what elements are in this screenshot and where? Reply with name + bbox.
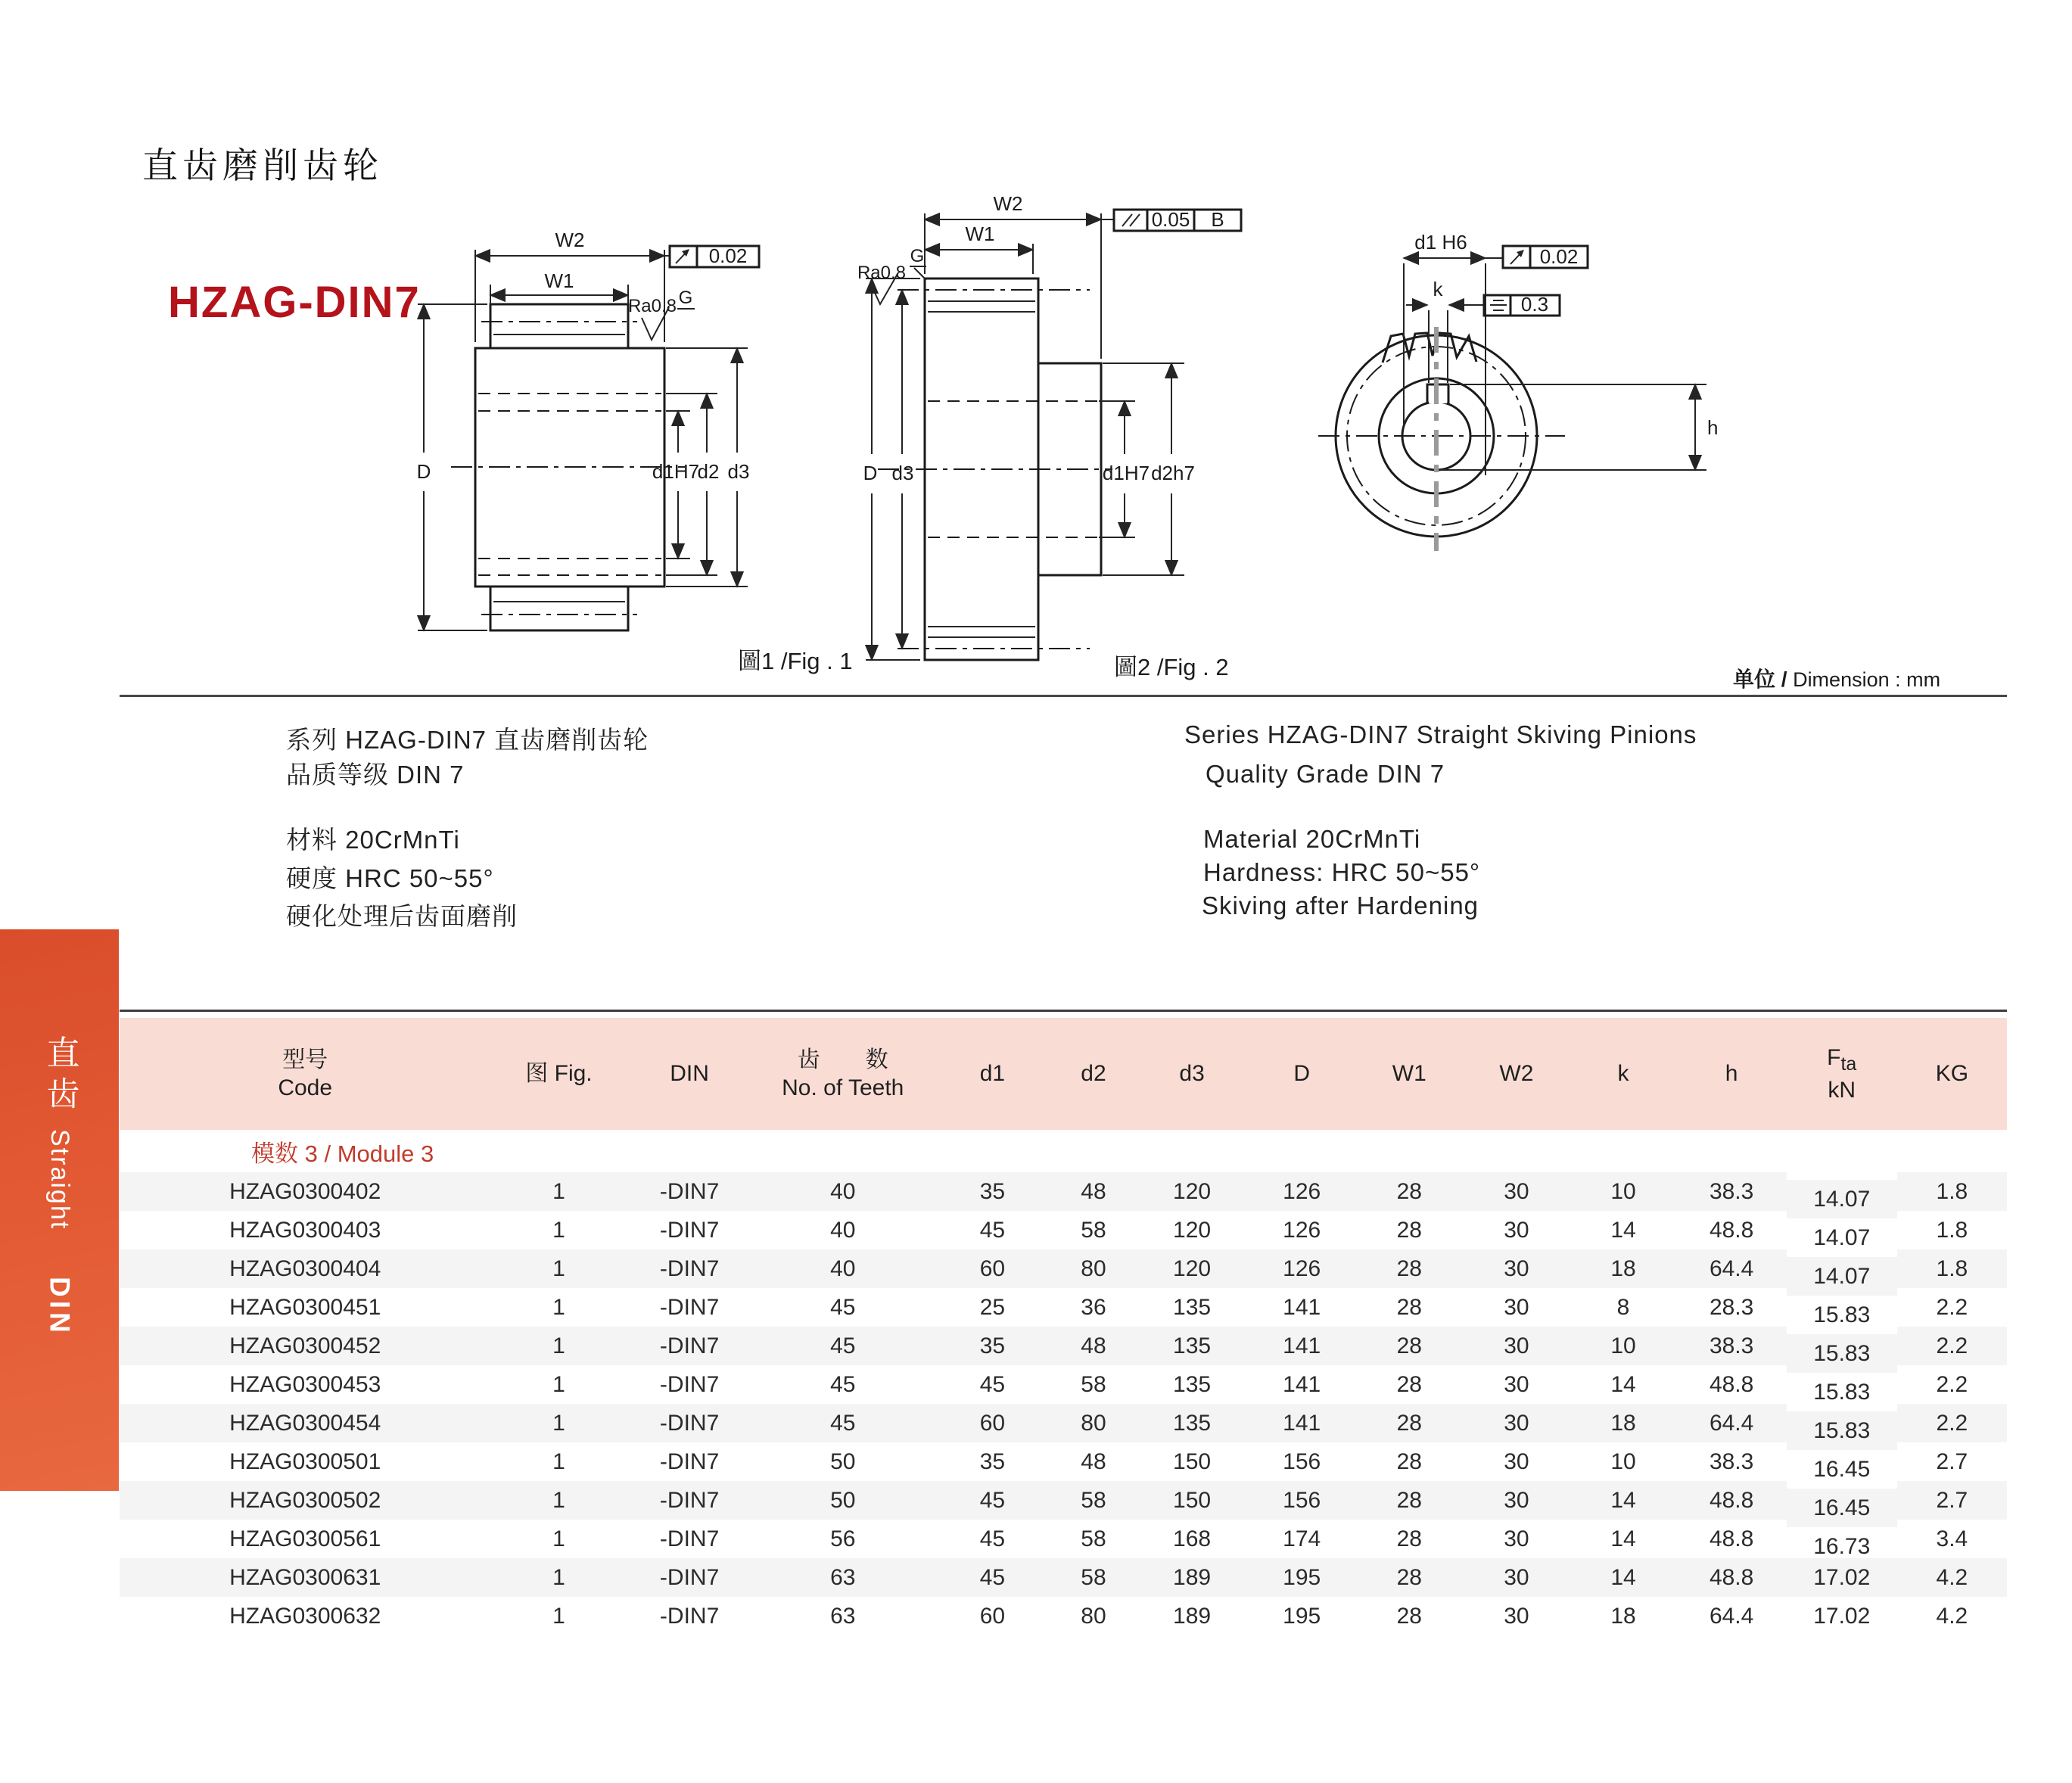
col-header-code: [120, 1018, 490, 1130]
cell-value: 80: [1081, 1410, 1106, 1436]
fig1-ra-label: Ra0.8: [627, 296, 677, 316]
fig2-d3-label: d3: [891, 462, 914, 484]
col-header-fta: [1787, 1018, 1897, 1130]
cell-code: HZAG0300452: [229, 1333, 381, 1358]
cell-value: 16.73: [1813, 1533, 1871, 1559]
fig1-w2-label: W2: [555, 229, 585, 251]
cell-value: 80: [1081, 1256, 1106, 1281]
cell-value: 60: [979, 1603, 1006, 1629]
module-label: 模数 3 / Module 3: [251, 1140, 434, 1167]
cell-value: 141: [1283, 1294, 1321, 1320]
cell-value: 28: [1396, 1487, 1422, 1513]
cell-value: 15.83: [1813, 1302, 1871, 1327]
figure-1: [417, 229, 853, 674]
cell-value: 35: [979, 1333, 1006, 1358]
cell-value: 48: [1081, 1333, 1106, 1358]
cell-value: 58: [1081, 1217, 1106, 1243]
cell-value: 28: [1396, 1448, 1422, 1474]
table-header-row: [120, 1018, 2007, 1130]
cell-value: 50: [830, 1487, 856, 1513]
fig3-k-label: k: [1433, 278, 1443, 300]
cell-value: 3.4: [1936, 1526, 1968, 1551]
sidebar-tab: [0, 929, 119, 1491]
cell-value: 30: [1504, 1333, 1529, 1358]
cell-value: 30: [1504, 1178, 1529, 1204]
fig1-d-label: D: [416, 460, 431, 483]
fig3-runout-value: 0.02: [1539, 245, 1579, 268]
cell-value: 1: [552, 1487, 565, 1513]
cell-value: 18: [1610, 1256, 1636, 1281]
fig3-h-label: h: [1707, 416, 1719, 439]
cell-value: 10: [1610, 1178, 1636, 1204]
fig1-w1-label: W1: [544, 269, 574, 292]
cell-value: 45: [830, 1371, 856, 1397]
cell-value: 30: [1504, 1487, 1529, 1513]
table-row: [120, 1365, 2007, 1404]
cell-value: 1: [552, 1371, 565, 1397]
cell-value: 30: [1504, 1256, 1529, 1281]
cell-code: HZAG0300453: [229, 1371, 381, 1397]
col-header-d1: d1: [979, 1061, 1006, 1087]
dimension-note-zh: 单位 /: [1733, 667, 1787, 691]
cell-value: 28: [1396, 1178, 1422, 1204]
cell-value: 1.8: [1936, 1256, 1968, 1281]
cell-value: 1: [552, 1410, 565, 1436]
cell-value: 1: [552, 1526, 565, 1551]
cell-value: 8: [1616, 1294, 1630, 1320]
divider-top: [120, 695, 2007, 697]
cell-value: 141: [1283, 1333, 1321, 1358]
gear-table-body: [120, 1172, 2007, 1635]
cell-value: 168: [1173, 1526, 1212, 1551]
fig1-g-label: G: [678, 288, 693, 308]
table-row: [120, 1288, 2007, 1327]
cell-value: 15.83: [1813, 1379, 1871, 1405]
fig2-ra-label: Ra0.8: [857, 263, 907, 283]
cell-value: 150: [1173, 1487, 1212, 1513]
cell-value: -DIN7: [659, 1564, 720, 1590]
cell-code: HZAG0300451: [229, 1294, 381, 1320]
info-zh-series: 系列 HZAG-DIN7 直齿磨削齿轮: [286, 726, 649, 754]
fig2-d1-label: d1H7: [1102, 462, 1150, 484]
table-row: [120, 1520, 2007, 1558]
table-row: [120, 1172, 2007, 1211]
cell-value: 38.3: [1709, 1333, 1754, 1358]
col-header-code-en: Code: [278, 1075, 333, 1100]
cell-value: 45: [830, 1410, 856, 1436]
fig2-datum-label: B: [1211, 208, 1224, 231]
cell-value: -DIN7: [659, 1178, 720, 1204]
cell-value: 45: [979, 1564, 1006, 1590]
fig1-caption: 圖1 /Fig . 1: [738, 648, 853, 674]
cell-value: 15.83: [1813, 1417, 1871, 1443]
cell-value: 14.07: [1813, 1263, 1871, 1289]
cell-value: 126: [1283, 1256, 1321, 1281]
cell-value: 14: [1610, 1487, 1636, 1513]
cell-value: 135: [1173, 1294, 1212, 1320]
cell-value: 1: [552, 1333, 565, 1358]
fig2-w2-label: W2: [993, 192, 1023, 215]
fig2-g-label: G: [910, 246, 925, 266]
cell-value: 16.45: [1813, 1456, 1871, 1482]
fig1-d2-label: d2: [697, 460, 720, 483]
cell-code: HZAG0300404: [229, 1256, 381, 1281]
col-header-teeth-zh: 齿 数: [797, 1047, 888, 1072]
cell-value: 120: [1173, 1256, 1212, 1281]
cell-value: -DIN7: [659, 1410, 720, 1436]
col-header-d3: d3: [1179, 1061, 1205, 1087]
info-en-material: Material 20CrMnTi: [1203, 825, 1421, 853]
cell-value: 150: [1173, 1448, 1212, 1474]
cell-value: 48.8: [1709, 1217, 1754, 1243]
table-row: [120, 1327, 2007, 1365]
cell-value: 30: [1504, 1603, 1529, 1629]
cell-value: 25: [979, 1294, 1006, 1320]
cell-value: 174: [1283, 1526, 1321, 1551]
cell-value: 16.45: [1813, 1495, 1871, 1520]
col-header-din: DIN: [670, 1061, 709, 1087]
cell-code: HZAG0300561: [229, 1526, 381, 1551]
cell-value: 18: [1610, 1410, 1636, 1436]
cell-value: 28: [1396, 1333, 1422, 1358]
fig1-d3-label: d3: [727, 460, 750, 483]
sidebar-label-din: DIN: [44, 1277, 76, 1336]
cell-value: 1: [552, 1603, 565, 1629]
info-en-process: Skiving after Hardening: [1202, 892, 1479, 920]
info-zh-process: 硬化处理后齿面磨削: [286, 902, 518, 930]
cell-value: 14.07: [1813, 1224, 1871, 1250]
cell-value: 60: [979, 1410, 1006, 1436]
cell-value: 38.3: [1709, 1448, 1754, 1474]
cell-value: 10: [1610, 1448, 1636, 1474]
cell-value: 40: [830, 1178, 856, 1204]
cell-value: 14.07: [1813, 1186, 1871, 1212]
cell-value: 48.8: [1709, 1564, 1754, 1590]
cell-value: 1: [552, 1294, 565, 1320]
cell-value: 58: [1081, 1564, 1106, 1590]
cell-value: -DIN7: [659, 1333, 720, 1358]
cell-value: 48.8: [1709, 1487, 1754, 1513]
cell-value: 58: [1081, 1526, 1106, 1551]
cell-value: 58: [1081, 1371, 1106, 1397]
divider-table: [120, 1010, 2007, 1012]
cell-value: 30: [1504, 1410, 1529, 1436]
info-zh-material: 材料 20CrMnTi: [286, 826, 460, 854]
cell-value: 1.8: [1936, 1178, 1968, 1204]
col-header-k: k: [1617, 1061, 1629, 1087]
fig3-sym-value: 0.3: [1520, 293, 1549, 316]
cell-value: 64.4: [1709, 1603, 1754, 1629]
cell-value: 141: [1283, 1371, 1321, 1397]
cell-code: HZAG0300502: [229, 1487, 381, 1513]
cell-value: 36: [1081, 1294, 1106, 1320]
cell-value: 30: [1504, 1294, 1529, 1320]
cell-value: 35: [979, 1178, 1006, 1204]
cell-value: 28: [1396, 1256, 1422, 1281]
cell-value: 1: [552, 1178, 565, 1204]
cell-value: 30: [1504, 1564, 1529, 1590]
technical-drawings: [325, 114, 2036, 719]
cell-code: HZAG0300403: [229, 1217, 381, 1243]
cell-value: 10: [1610, 1333, 1636, 1358]
cell-value: 135: [1173, 1410, 1212, 1436]
cell-code: HZAG0300501: [229, 1448, 381, 1474]
cell-value: -DIN7: [659, 1371, 720, 1397]
cell-value: 189: [1173, 1603, 1212, 1629]
table-row: [120, 1597, 2007, 1635]
table-row: [120, 1442, 2007, 1481]
cell-value: 28: [1396, 1564, 1422, 1590]
cell-value: -DIN7: [659, 1448, 720, 1474]
fta-symbol: F: [1827, 1044, 1841, 1070]
cell-value: -DIN7: [659, 1603, 720, 1629]
cell-value: 48: [1081, 1178, 1106, 1204]
cell-value: 38.3: [1709, 1178, 1754, 1204]
col-header-D: D: [1293, 1061, 1311, 1087]
cell-value: 48: [1081, 1448, 1106, 1474]
cell-value: 45: [830, 1294, 856, 1320]
cell-value: 64.4: [1709, 1410, 1754, 1436]
cell-value: 126: [1283, 1217, 1321, 1243]
cell-value: 50: [830, 1448, 856, 1474]
cell-value: 30: [1504, 1526, 1529, 1551]
cell-value: 30: [1504, 1217, 1529, 1243]
cell-value: 28: [1396, 1526, 1422, 1551]
cell-value: 14: [1610, 1564, 1636, 1590]
series-heading: HZAG-DIN7: [168, 278, 421, 327]
cell-value: 2.2: [1936, 1294, 1968, 1320]
cell-value: 45: [979, 1371, 1006, 1397]
gear-spec-table: [120, 1018, 2007, 1635]
cell-value: 135: [1173, 1333, 1212, 1358]
cell-value: 195: [1283, 1564, 1321, 1590]
info-zh-hardness: 硬度 HRC 50~55°: [286, 864, 494, 892]
col-header-fig: 图 Fig.: [525, 1061, 593, 1087]
cell-value: 28: [1396, 1294, 1422, 1320]
fta-subscript: ta: [1840, 1053, 1857, 1075]
cell-value: 28.3: [1709, 1294, 1754, 1320]
cell-value: 1: [552, 1448, 565, 1474]
cell-value: 2.7: [1936, 1487, 1968, 1513]
cell-value: 135: [1173, 1371, 1212, 1397]
cell-value: 28: [1396, 1410, 1422, 1436]
cell-value: 18: [1610, 1603, 1636, 1629]
sidebar-label-zh: 直齿: [41, 1035, 79, 1117]
cell-value: 45: [979, 1526, 1006, 1551]
cell-value: 56: [830, 1526, 856, 1551]
page-title: 直齿磨削齿轮: [142, 145, 383, 185]
col-header-code-zh: 型号: [282, 1047, 328, 1072]
cell-value: 63: [830, 1564, 856, 1590]
cell-value: 45: [979, 1217, 1006, 1243]
col-header-teeth: [752, 1018, 934, 1130]
cell-value: 45: [979, 1487, 1006, 1513]
cell-value: -DIN7: [659, 1256, 720, 1281]
figure-2: [857, 192, 1241, 680]
cell-value: 80: [1081, 1603, 1106, 1629]
table-row: [120, 1404, 2007, 1442]
cell-value: 120: [1173, 1217, 1212, 1243]
cell-code: HZAG0300402: [229, 1178, 381, 1204]
cell-value: 14: [1610, 1526, 1636, 1551]
info-en-series: Series HZAG-DIN7 Straight Skiving Pinions: [1184, 720, 1697, 748]
col-header-teeth-en: No. of Teeth: [782, 1075, 904, 1100]
cell-value: 30: [1504, 1371, 1529, 1397]
col-header-d2: d2: [1081, 1061, 1106, 1087]
cell-value: 4.2: [1936, 1603, 1968, 1629]
cell-value: 1: [552, 1564, 565, 1590]
fig2-par-value: 0.05: [1151, 208, 1190, 231]
cell-value: 2.2: [1936, 1333, 1968, 1358]
fig3-d1-label: d1 H6: [1414, 231, 1467, 254]
col-header-kg: KG: [1935, 1061, 1969, 1087]
info-en-hardness: Hardness: HRC 50~55°: [1203, 858, 1481, 886]
dimension-note-en: Dimension : mm: [1787, 668, 1941, 691]
info-zh-grade: 品质等级 DIN 7: [286, 761, 465, 789]
cell-value: 58: [1081, 1487, 1106, 1513]
cell-value: 126: [1283, 1178, 1321, 1204]
cell-value: 2.7: [1936, 1448, 1968, 1474]
fig2-w1-label: W1: [965, 222, 995, 245]
col-header-w2: W2: [1499, 1061, 1534, 1087]
cell-value: 120: [1173, 1178, 1212, 1204]
cell-value: 17.02: [1813, 1564, 1871, 1590]
figure-3: [1318, 231, 1718, 551]
cell-value: 14: [1610, 1217, 1636, 1243]
cell-value: 64.4: [1709, 1256, 1754, 1281]
cell-value: 40: [830, 1256, 856, 1281]
fig2-caption: 圖2 /Fig . 2: [1114, 654, 1229, 680]
cell-value: 40: [830, 1217, 856, 1243]
cell-value: 14: [1610, 1371, 1636, 1397]
cell-code: HZAG0300632: [229, 1603, 381, 1629]
cell-value: 35: [979, 1448, 1006, 1474]
cell-value: 15.83: [1813, 1340, 1871, 1366]
fig2-d2-label: d2h7: [1151, 462, 1195, 484]
cell-value: 28: [1396, 1603, 1422, 1629]
cell-value: -DIN7: [659, 1526, 720, 1551]
cell-value: 63: [830, 1603, 856, 1629]
cell-code: HZAG0300454: [229, 1410, 381, 1436]
cell-value: -DIN7: [659, 1294, 720, 1320]
cell-value: 48.8: [1709, 1371, 1754, 1397]
cell-value: 45: [830, 1333, 856, 1358]
col-header-h: h: [1725, 1061, 1738, 1087]
cell-value: 4.2: [1936, 1564, 1968, 1590]
fig1-d1-label: d1H7: [652, 460, 700, 483]
cell-value: 2.2: [1936, 1410, 1968, 1436]
table-row: [120, 1558, 2007, 1597]
cell-code: HZAG0300631: [229, 1564, 381, 1590]
cell-value: 195: [1283, 1603, 1321, 1629]
table-row: [120, 1211, 2007, 1249]
cell-value: 156: [1283, 1487, 1321, 1513]
cell-value: 1: [552, 1217, 565, 1243]
cell-value: 60: [979, 1256, 1006, 1281]
cell-value: 48.8: [1709, 1526, 1754, 1551]
fig2-d-label: D: [863, 462, 878, 484]
cell-value: 1.8: [1936, 1217, 1968, 1243]
cell-value: 156: [1283, 1448, 1321, 1474]
cell-value: 1: [552, 1256, 565, 1281]
cell-value: 28: [1396, 1371, 1422, 1397]
info-en-grade: Quality Grade DIN 7: [1206, 760, 1445, 788]
cell-value: -DIN7: [659, 1217, 720, 1243]
fig1-runout-value: 0.02: [708, 244, 748, 267]
cell-value: 2.2: [1936, 1371, 1968, 1397]
cell-value: 141: [1283, 1410, 1321, 1436]
cell-value: 189: [1173, 1564, 1212, 1590]
cell-value: 17.02: [1813, 1603, 1871, 1629]
cell-value: 30: [1504, 1448, 1529, 1474]
cell-value: -DIN7: [659, 1487, 720, 1513]
sidebar-label-en: Straight: [45, 1129, 74, 1231]
table-row: [120, 1249, 2007, 1288]
table-row: [120, 1481, 2007, 1520]
fta-unit: kN: [1828, 1077, 1856, 1103]
cell-value: 28: [1396, 1217, 1422, 1243]
module-section-row: [120, 1130, 2007, 1172]
col-header-w1: W1: [1392, 1061, 1426, 1087]
dimension-note: [1733, 663, 1940, 693]
